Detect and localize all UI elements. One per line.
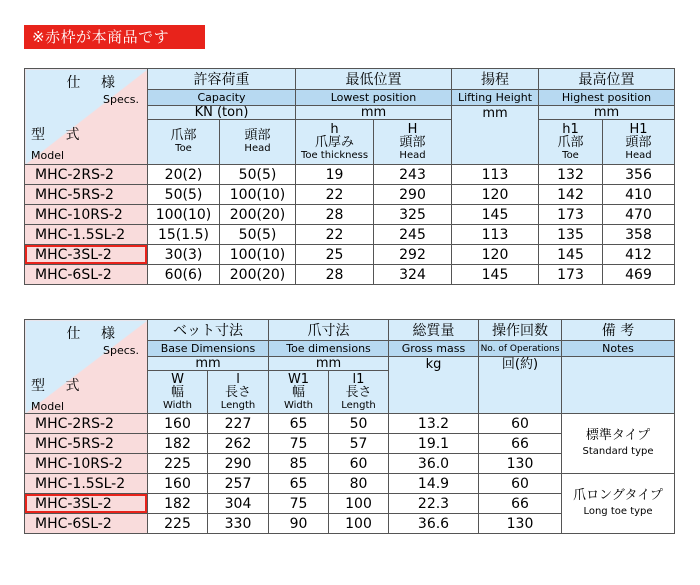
value-cell: 225 xyxy=(148,514,208,534)
value-cell: 60 xyxy=(329,454,389,474)
unit-base: mm xyxy=(148,357,269,371)
value-cell: 200(20) xyxy=(220,205,296,225)
note-cell xyxy=(562,474,675,534)
value-cell: 85 xyxy=(269,454,329,474)
value-cell: 25 xyxy=(296,245,374,265)
value-cell: 130 xyxy=(479,454,562,474)
value-cell: 356 xyxy=(603,165,675,185)
value-cell: 290 xyxy=(374,185,452,205)
value-cell: 132 xyxy=(539,165,603,185)
sub-head: 頭部 Head xyxy=(220,120,296,165)
value-cell: 28 xyxy=(296,265,374,285)
value-cell: 160 xyxy=(148,414,208,434)
value-cell: 145 xyxy=(539,245,603,265)
product-notice: ※赤枠が本商品です xyxy=(24,25,205,49)
table-row xyxy=(25,205,675,225)
value-cell: 113 xyxy=(452,225,539,245)
value-cell: 100(10) xyxy=(220,185,296,205)
unit-operations: 回(約) xyxy=(479,357,562,414)
table-row xyxy=(25,245,675,265)
value-cell: 173 xyxy=(539,205,603,225)
model-cell: MHC-2RS-2 xyxy=(25,414,148,434)
value-cell: 22.3 xyxy=(389,494,479,514)
value-cell: 225 xyxy=(148,454,208,474)
value-cell: 325 xyxy=(374,205,452,225)
note-jp: 爪ロングタイプ xyxy=(573,487,663,503)
value-cell: 57 xyxy=(329,434,389,454)
value-cell: 142 xyxy=(539,185,603,205)
table-row xyxy=(25,474,675,494)
note-en: Long toe type xyxy=(583,505,653,517)
value-cell: 200(20) xyxy=(220,265,296,285)
value-cell: 290 xyxy=(208,454,269,474)
value-cell: 66 xyxy=(479,494,562,514)
value-cell: 182 xyxy=(148,494,208,514)
value-cell: 15(1.5) xyxy=(148,225,220,245)
value-cell: 60 xyxy=(479,414,562,434)
value-cell: 227 xyxy=(208,414,269,434)
header-base-dimensions-en: Base Dimensions xyxy=(148,341,269,357)
unit-lowest: mm xyxy=(296,106,452,120)
value-cell: 120 xyxy=(452,185,539,205)
model-cell: MHC-3SL-2 xyxy=(25,245,148,265)
model-cell: MHC-10RS-2 xyxy=(25,454,148,474)
value-cell: 145 xyxy=(452,205,539,225)
unit-toe: mm xyxy=(269,357,389,371)
value-cell: 75 xyxy=(269,434,329,454)
model-cell: MHC-1.5SL-2 xyxy=(25,474,148,494)
value-cell: 330 xyxy=(208,514,269,534)
spec-table-capacity xyxy=(24,68,675,285)
table-row xyxy=(25,225,675,245)
sub-l1: l1 長さ Length xyxy=(329,371,389,414)
sub-toe: 爪部 Toe xyxy=(148,120,220,165)
header-lowest-position: 最低位置 xyxy=(296,69,452,90)
spec-model-corner-2: 仕 様 Specs. 型 式 Model xyxy=(25,320,148,414)
value-cell: 243 xyxy=(374,165,452,185)
value-cell: 358 xyxy=(603,225,675,245)
value-cell: 173 xyxy=(539,265,603,285)
value-cell: 130 xyxy=(479,514,562,534)
header-notes-en: Notes xyxy=(562,341,675,357)
model-cell: MHC-6SL-2 xyxy=(25,265,148,285)
sub-H1: H1 頭部 Head xyxy=(603,120,675,165)
header-lifting-height: 揚程 xyxy=(452,69,539,90)
value-cell: 19 xyxy=(296,165,374,185)
value-cell: 113 xyxy=(452,165,539,185)
model-cell: MHC-5RS-2 xyxy=(25,185,148,205)
value-cell: 50(5) xyxy=(220,165,296,185)
header-toe-dimensions: 爪寸法 xyxy=(269,320,389,341)
value-cell: 28 xyxy=(296,205,374,225)
value-cell: 262 xyxy=(208,434,269,454)
sub-W1: W1 幅 Width xyxy=(269,371,329,414)
unit-notes-blank xyxy=(562,357,675,414)
value-cell: 22 xyxy=(296,185,374,205)
value-cell: 100(10) xyxy=(220,245,296,265)
value-cell: 22 xyxy=(296,225,374,245)
table-row xyxy=(25,185,675,205)
header-gross-mass-en: Gross mass xyxy=(389,341,479,357)
unit-lifting: mm xyxy=(452,106,539,165)
header-toe-dimensions-en: Toe dimensions xyxy=(269,341,389,357)
spec-model-corner: 仕 様 Specs. 型 式 Model xyxy=(25,69,148,165)
value-cell: 135 xyxy=(539,225,603,245)
spec-table-dimensions xyxy=(24,319,675,534)
value-cell: 412 xyxy=(603,245,675,265)
value-cell: 90 xyxy=(269,514,329,534)
value-cell: 410 xyxy=(603,185,675,205)
value-cell: 50(5) xyxy=(220,225,296,245)
value-cell: 304 xyxy=(208,494,269,514)
value-cell: 66 xyxy=(479,434,562,454)
value-cell: 100 xyxy=(329,514,389,534)
value-cell: 100(10) xyxy=(148,205,220,225)
value-cell: 50(5) xyxy=(148,185,220,205)
header-base-dimensions: ベット寸法 xyxy=(148,320,269,341)
model-cell: MHC-10RS-2 xyxy=(25,205,148,225)
value-cell: 120 xyxy=(452,245,539,265)
value-cell: 245 xyxy=(374,225,452,245)
value-cell: 13.2 xyxy=(389,414,479,434)
model-cell: MHC-6SL-2 xyxy=(25,514,148,534)
unit-capacity: KN (ton) xyxy=(148,106,296,120)
header-highest-position: 最高位置 xyxy=(539,69,675,90)
value-cell: 257 xyxy=(208,474,269,494)
table-row xyxy=(25,165,675,185)
value-cell: 20(2) xyxy=(148,165,220,185)
value-cell: 30(3) xyxy=(148,245,220,265)
model-cell: MHC-2RS-2 xyxy=(25,165,148,185)
header-operations: 操作回数 xyxy=(479,320,562,341)
model-cell: MHC-3SL-2 xyxy=(25,494,148,514)
header-highest-position-en: Highest position xyxy=(539,90,675,106)
value-cell: 60 xyxy=(479,474,562,494)
value-cell: 50 xyxy=(329,414,389,434)
model-cell: MHC-5RS-2 xyxy=(25,434,148,454)
value-cell: 19.1 xyxy=(389,434,479,454)
header-gross-mass: 総質量 xyxy=(389,320,479,341)
value-cell: 14.9 xyxy=(389,474,479,494)
note-cell xyxy=(562,414,675,474)
note-en: Standard type xyxy=(582,445,654,457)
value-cell: 100 xyxy=(329,494,389,514)
table-row xyxy=(25,265,675,285)
sub-h1: h1 爪部 Toe xyxy=(539,120,603,165)
sub-l: l 長さ Length xyxy=(208,371,269,414)
value-cell: 75 xyxy=(269,494,329,514)
value-cell: 65 xyxy=(269,414,329,434)
value-cell: 80 xyxy=(329,474,389,494)
value-cell: 60(6) xyxy=(148,265,220,285)
value-cell: 160 xyxy=(148,474,208,494)
value-cell: 324 xyxy=(374,265,452,285)
value-cell: 36.6 xyxy=(389,514,479,534)
value-cell: 145 xyxy=(452,265,539,285)
table-row xyxy=(25,414,675,434)
value-cell: 36.0 xyxy=(389,454,479,474)
header-capacity-en: Capacity xyxy=(148,90,296,106)
header-notes: 備 考 xyxy=(562,320,675,341)
value-cell: 292 xyxy=(374,245,452,265)
header-capacity: 許容荷重 xyxy=(148,69,296,90)
unit-highest: mm xyxy=(539,106,675,120)
value-cell: 469 xyxy=(603,265,675,285)
value-cell: 470 xyxy=(603,205,675,225)
value-cell: 65 xyxy=(269,474,329,494)
header-operations-en: No. of Operations xyxy=(479,341,562,357)
sub-W: W 幅 Width xyxy=(148,371,208,414)
header-lifting-height-en: Lifting Height xyxy=(452,90,539,106)
value-cell: 182 xyxy=(148,434,208,454)
sub-h: h 爪厚み Toe thickness xyxy=(296,120,374,165)
note-jp: 標準タイプ xyxy=(585,427,651,443)
header-lowest-position-en: Lowest position xyxy=(296,90,452,106)
sub-H: H 頭部 Head xyxy=(374,120,452,165)
model-cell: MHC-1.5SL-2 xyxy=(25,225,148,245)
unit-mass: kg xyxy=(389,357,479,414)
